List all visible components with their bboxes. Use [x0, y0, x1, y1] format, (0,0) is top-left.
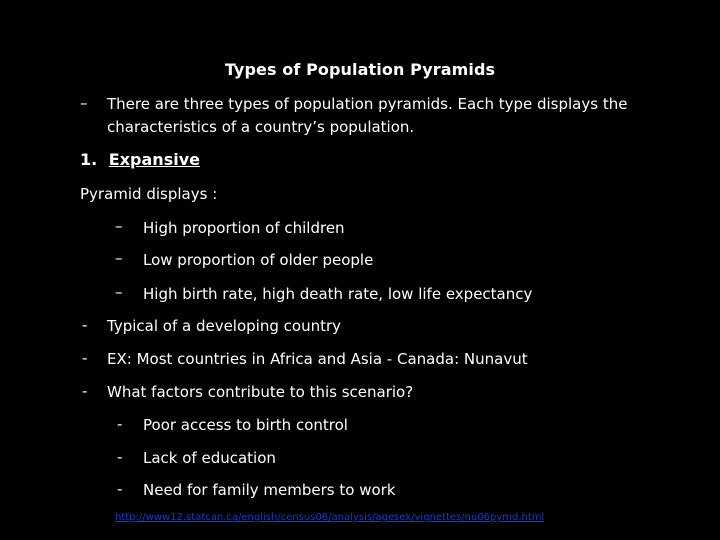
factor-item: Lack of education	[143, 449, 276, 467]
display-bullet: –	[115, 249, 123, 267]
point-item: Typical of a developing country	[107, 317, 342, 335]
display-bullet: –	[115, 217, 123, 235]
displays-label: Pyramid displays :	[80, 185, 218, 203]
section-heading	[80, 150, 200, 169]
section-number: 1.	[80, 150, 98, 169]
factor-item: Need for family members to work	[143, 481, 396, 499]
slide-title: Types of Population Pyramids	[224, 60, 496, 79]
point-bullet: -	[82, 349, 88, 367]
section-name: Expansive	[108, 150, 200, 169]
display-item: High proportion of children	[143, 219, 345, 237]
point-item: EX: Most countries in Africa and Asia - Canada: Nunavut	[107, 350, 528, 368]
intro-line-1: There are three types of population pyramids. Each type displays the	[107, 95, 628, 113]
display-item: Low proportion of older people	[143, 251, 374, 269]
factor-bullet: -	[117, 448, 123, 466]
factor-item: Poor access to birth control	[143, 416, 348, 434]
factor-bullet: -	[117, 415, 123, 433]
point-item: What factors contribute to this scenario?	[107, 383, 414, 401]
intro-line-2: characteristics of a country’s population.	[107, 118, 415, 136]
point-bullet: -	[82, 316, 88, 334]
point-bullet: -	[82, 382, 88, 400]
display-item: High birth rate, high death rate, low life expectancy	[143, 285, 533, 303]
factor-bullet: -	[117, 480, 123, 498]
display-bullet: –	[115, 283, 123, 301]
source-link[interactable]: http://www12.statcan.ca/english/census06/analysis/agesex/vignettes/nu06pymd.html	[115, 512, 545, 523]
intro-bullet: –	[80, 94, 88, 112]
